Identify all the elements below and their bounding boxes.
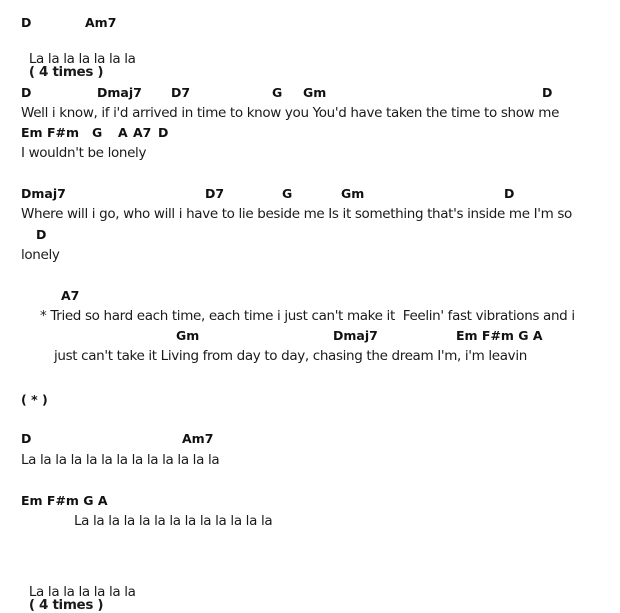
lyric-line: Where will i go, who will i have to lie beside me Is it something that's inside me I'm so <box>21 206 572 222</box>
chord: Gm <box>341 186 365 201</box>
chord: D <box>21 15 32 30</box>
lyric-line <box>21 572 136 613</box>
chord: Em F#m G A <box>456 328 543 343</box>
chord: Am7 <box>85 15 117 30</box>
chord: Em F#m G A <box>21 493 108 508</box>
chord: D <box>542 85 553 100</box>
lyric-text: La la la la la la la <box>28 50 136 67</box>
chord: G <box>282 186 293 201</box>
lyric-line: just can't take it Living from day to day, chasing the dream I'm, i'm leavin <box>54 348 527 364</box>
chord: D7 <box>171 85 191 100</box>
lyric-line: Well i know, if i'd arrived in time to know you You'd have taken the time to show me <box>21 105 560 121</box>
chord: Gm <box>176 328 200 343</box>
chord: Dmaj7 <box>21 186 66 201</box>
lyric-text: La la la la la la la <box>28 583 136 600</box>
chord: A <box>118 125 128 140</box>
chord: F#m <box>47 125 80 140</box>
chord: D <box>504 186 515 201</box>
repeat-note: ( 4 times ) <box>28 597 104 613</box>
lyric-line: I wouldn't be lonely <box>21 145 147 161</box>
chord: G <box>92 125 103 140</box>
chord: Dmaj7 <box>333 328 378 343</box>
chord: Em <box>21 125 43 140</box>
repeat-note: ( 4 times ) <box>28 64 104 80</box>
lyric-line <box>21 39 136 80</box>
chord: D <box>36 227 47 242</box>
chord: G <box>272 85 283 100</box>
chord: Am7 <box>182 431 214 446</box>
chord: D7 <box>205 186 225 201</box>
lyric-line: La la la la la la la la la la la la la <box>74 513 273 529</box>
chord: A7 <box>133 125 152 140</box>
chord: D <box>21 431 32 446</box>
chord: A7 <box>61 288 80 303</box>
chord: D <box>21 85 32 100</box>
lyric-line: * Tried so hard each time, each time i just can't make it Feelin' fast vibrations and i <box>40 308 575 324</box>
lyric-line: lonely <box>21 247 60 263</box>
repeat-marker: ( * ) <box>21 392 48 407</box>
lyric-line: La la la la la la la la la la la la la <box>21 452 220 468</box>
chord: Dmaj7 <box>97 85 142 100</box>
chord: D <box>158 125 169 140</box>
chord: Gm <box>303 85 327 100</box>
